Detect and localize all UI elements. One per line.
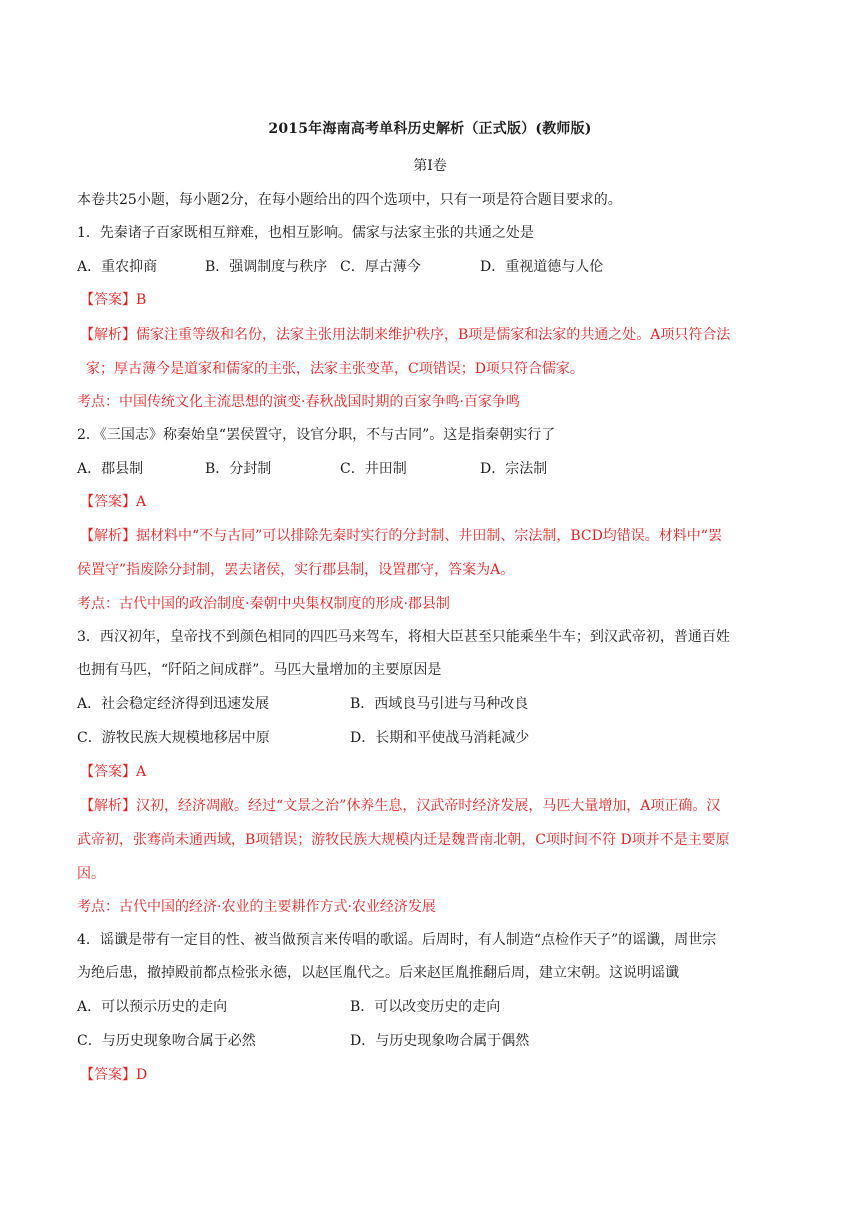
question-3-analysis-line-3: 因。 <box>77 866 105 882</box>
question-4-option-c: C．与历史现象吻合属于必然 <box>77 1033 256 1049</box>
question-3-option-b: B．西域良马引进与马种改良 <box>350 696 529 712</box>
question-2-option-c: C．井田制 <box>340 461 407 477</box>
question-1-stem: 1．先秦诸子百家既相互辩难，也相互影响。儒家与法家主张的共通之处是 <box>77 225 534 241</box>
answer-tag: 【答案】 <box>80 1067 136 1083</box>
answer-tag: 【答案】 <box>80 764 136 780</box>
question-3-analysis-line-1 <box>80 796 720 816</box>
question-2-option-a: A．郡县制 <box>77 461 144 477</box>
question-1-analysis-line-2: 家；厚古薄今是道家和儒家的主张，法家主张变革，C项错误；D项只符合儒家。 <box>86 361 584 377</box>
answer-value: A <box>136 494 147 510</box>
question-2-knowledge-point: 考点：古代中国的政治制度·秦朝中央集权制度的形成·郡县制 <box>77 596 450 612</box>
question-3-option-a: A．社会稳定经济得到迅速发展 <box>77 696 270 712</box>
question-1-option-c: C．厚古薄今 <box>340 259 421 275</box>
question-2-analysis-line-2: 侯置守”指废除分封制，罢去诸侯，实行郡县制，设置郡守，答案为A。 <box>77 562 515 578</box>
question-3-option-c: C．游牧民族大规模地移居中原 <box>77 730 270 746</box>
question-2-option-b: B．分封制 <box>205 461 272 477</box>
question-3-stem-line-2: 也拥有马匹，“阡陌之间成群”。马匹大量增加的主要原因是 <box>77 662 442 678</box>
analysis-tag: 【解析】 <box>80 327 136 343</box>
analysis-text: 儒家注重等级和名份，法家主张用法制来维护秩序，B项是儒家和法家的共通之处。A项只符合法 <box>136 327 731 343</box>
question-2-stem: 2．《三国志》称秦始皇“罢侯置守，设官分职，不与古同”。这是指秦朝实行了 <box>77 427 556 443</box>
question-3-knowledge-point: 考点：古代中国的经济·农业的主要耕作方式·农业经济发展 <box>77 899 436 915</box>
question-3-option-d: D．长期和平使战马消耗减少 <box>350 730 530 746</box>
section-heading: 第Ⅰ卷 <box>413 158 447 174</box>
question-4-option-b: B．可以改变历史的走向 <box>350 999 501 1015</box>
answer-tag: 【答案】 <box>80 494 136 510</box>
analysis-tag: 【解析】 <box>80 528 136 544</box>
question-3-answer <box>80 762 146 782</box>
answer-value: D <box>136 1067 148 1083</box>
exam-instructions: 本卷共25小题，每小题2分，在每小题给出的四个选项中，只有一项是符合题目要求的。 <box>77 192 622 208</box>
question-2-analysis-line-1 <box>80 526 722 546</box>
answer-value: A <box>136 764 147 780</box>
question-4-stem-line-1: 4．谣谶是带有一定目的性、被当做预言来传唱的歌谣。后周时，有人制造“点检作天子”的谣谶，周世宗 <box>77 932 717 948</box>
analysis-text: 汉初，经济凋敝。经过“文景之治”休养生息，汉武帝时经济发展，马匹大量增加，A项正确。汉 <box>136 798 721 814</box>
question-1-answer <box>80 290 146 310</box>
answer-tag: 【答案】 <box>80 292 136 308</box>
question-1-option-a: A．重农抑商 <box>77 259 158 275</box>
question-2-option-d: D．宗法制 <box>480 461 548 477</box>
answer-value: B <box>136 292 147 308</box>
analysis-text: 据材料中“不与古同”可以排除先秦时实行的分封制、井田制、宗法制，BCD均错误。材料中“罢 <box>136 528 722 544</box>
question-1-option-b: B．强调制度与秩序 <box>205 259 328 275</box>
question-3-stem-line-1: 3．西汉初年，皇帝找不到颜色相同的四匹马来驾车，将相大臣甚至只能乘坐牛车；到汉武帝初，普通百姓 <box>77 629 730 645</box>
question-2-answer <box>80 492 146 512</box>
question-4-stem-line-2: 为绝后患，撤掉殿前都点检张永德，以赵匡胤代之。后来赵匡胤推翻后周，建立宋朝。这说明谣谶 <box>77 965 679 981</box>
question-3-analysis-line-2: 武帝初，张骞尚未通西域，B项错误；游牧民族大规模内迁是魏晋南北朝，C项时间不符 D项并不是主要原 <box>77 832 730 848</box>
document-title: 2015年海南高考单科历史解析（正式版）(教师版) <box>268 121 592 137</box>
question-4-answer <box>80 1065 147 1085</box>
question-4-option-a: A．可以预示历史的走向 <box>77 999 228 1015</box>
question-1-option-d: D．重视道德与人伦 <box>480 259 604 275</box>
question-1-knowledge-point: 考点：中国传统文化主流思想的演变·春秋战国时期的百家争鸣·百家争鸣 <box>77 394 520 410</box>
question-1-analysis-line-1 <box>80 325 730 345</box>
analysis-tag: 【解析】 <box>80 798 136 814</box>
question-4-option-d: D．与历史现象吻合属于偶然 <box>350 1033 530 1049</box>
